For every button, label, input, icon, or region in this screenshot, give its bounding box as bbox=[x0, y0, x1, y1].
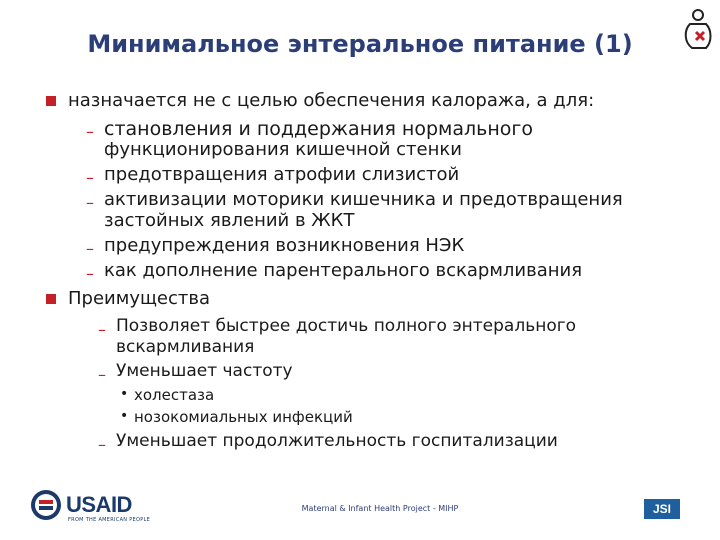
sub-item: как дополнение парентерального вскармливания bbox=[104, 260, 583, 281]
sub-item-continuation: функционирования кишечной стенки bbox=[104, 139, 462, 160]
usaid-wordmark: USAID bbox=[66, 492, 132, 517]
sub-item: активизации моторики кишечника и предотвращения bbox=[104, 189, 623, 210]
sub-sub-item: нозокомиальных инфекций bbox=[134, 408, 353, 426]
dot-bullet-icon: • bbox=[120, 408, 129, 424]
sub-sub-item: холестаза bbox=[134, 386, 215, 404]
bullet-text: назначается не с целью обеспечения калоража, а для: bbox=[68, 90, 595, 111]
dash-icon: – bbox=[86, 193, 94, 212]
sub-item: Уменьшает частоту bbox=[116, 361, 293, 381]
sub-item: предупреждения возникновения НЭК bbox=[104, 235, 465, 256]
usaid-tagline: FROM THE AMERICAN PEOPLE bbox=[68, 517, 151, 523]
sub-item: Уменьшает продолжительность госпитализации bbox=[116, 431, 558, 451]
bullet-square-icon bbox=[46, 96, 56, 106]
usaid-seal-icon bbox=[30, 488, 62, 522]
sub-item: предотвращения атрофии слизистой bbox=[104, 164, 460, 185]
dash-icon: – bbox=[86, 168, 94, 187]
dash-icon: – bbox=[86, 122, 94, 141]
footer-project-name: Maternal & Infant Health Project - MIHP bbox=[301, 504, 459, 513]
slide-title: Минимальное энтеральное питание (1) bbox=[87, 30, 633, 58]
dash-icon: – bbox=[86, 264, 94, 283]
sub-item-continuation: вскармливания bbox=[116, 337, 255, 357]
dash-icon: – bbox=[98, 365, 106, 384]
dash-icon: – bbox=[98, 320, 106, 339]
sub-item: Позволяет быстрее достичь полного энтерального bbox=[116, 316, 577, 336]
dash-icon: – bbox=[86, 239, 94, 258]
bullet-square-icon bbox=[46, 294, 56, 304]
bullet-text: Преимущества bbox=[68, 288, 211, 309]
jsi-logo: JSI bbox=[644, 499, 680, 519]
dash-icon: – bbox=[98, 435, 106, 454]
sub-item: становления и поддержания нормального bbox=[104, 118, 534, 140]
dot-bullet-icon: • bbox=[120, 386, 129, 402]
sub-item-continuation: застойных явлений в ЖКТ bbox=[104, 210, 355, 231]
